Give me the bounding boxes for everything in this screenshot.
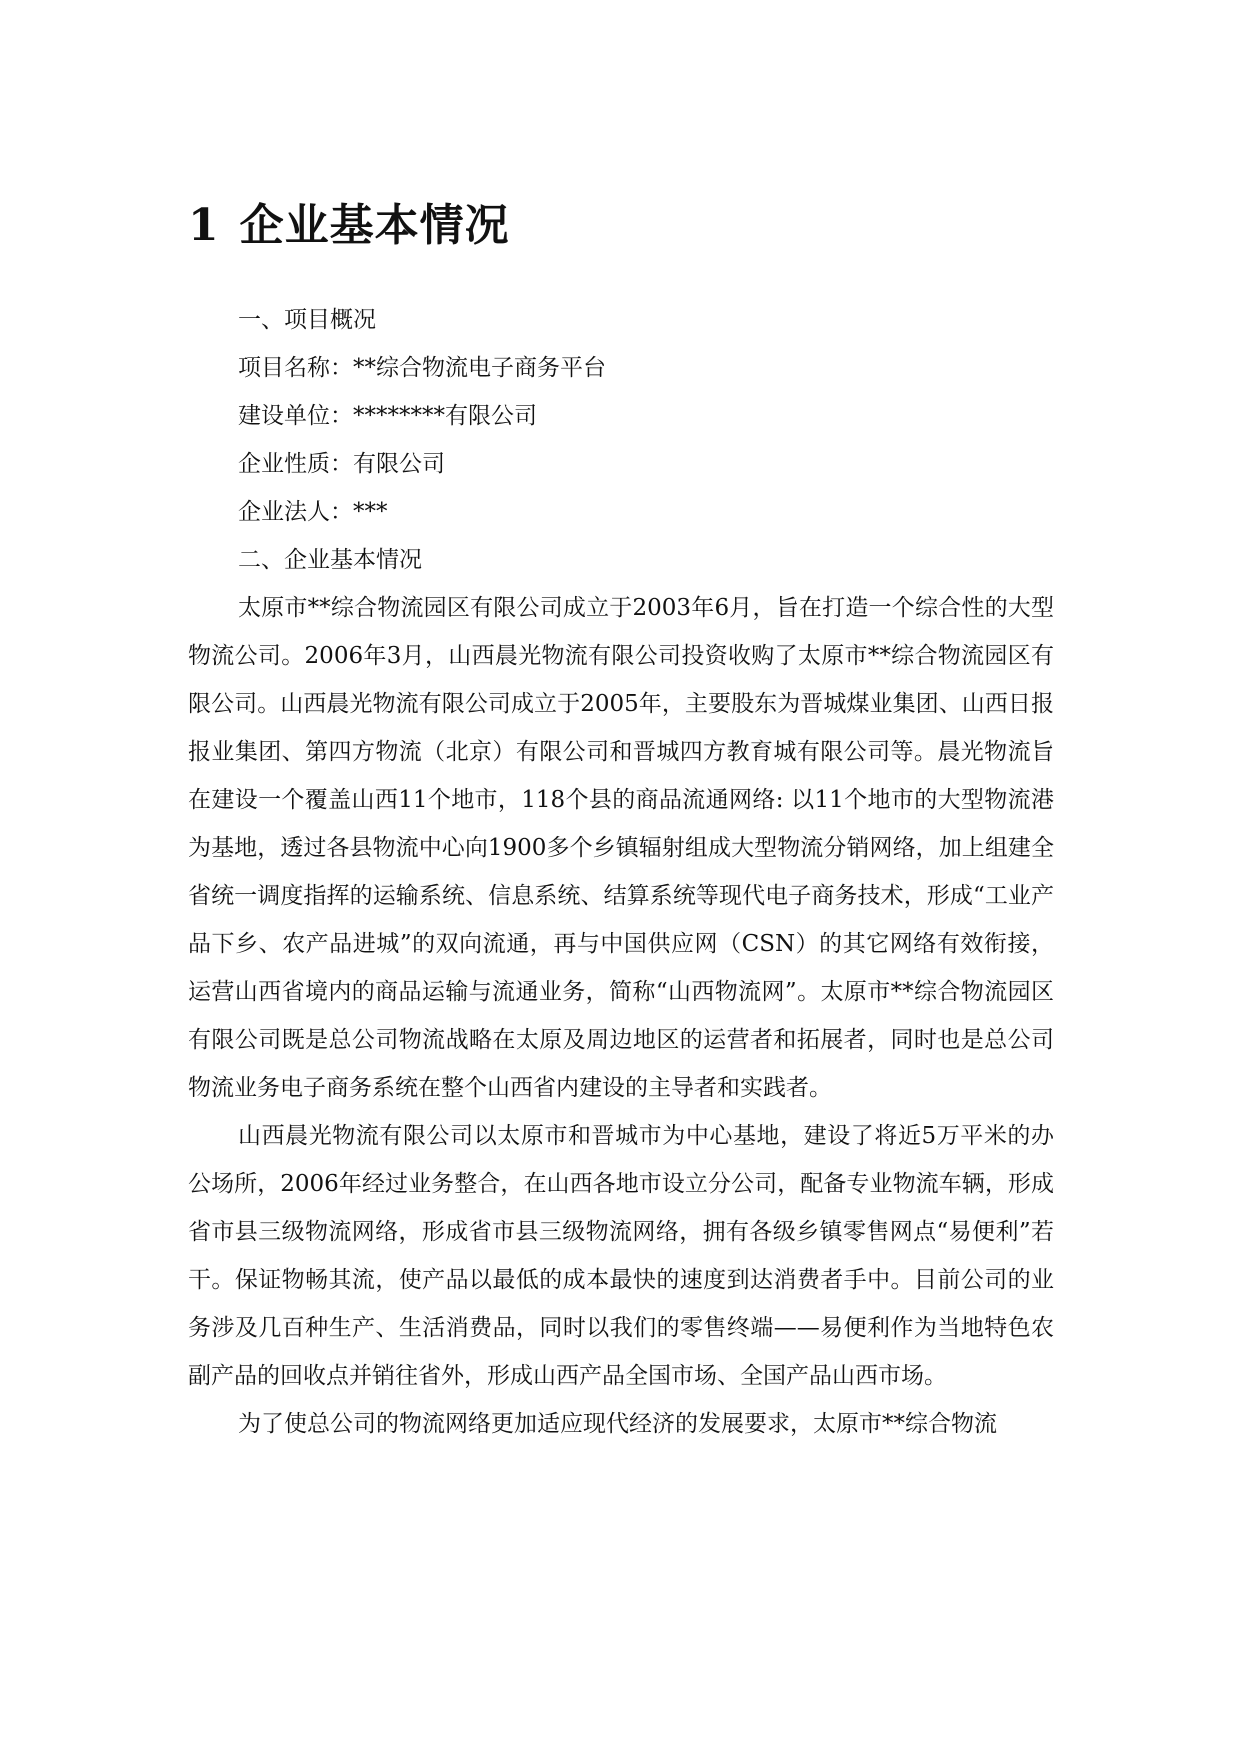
document-body — [188, 296, 1054, 1448]
paragraph-company-history: 太原市**综合物流园区有限公司成立于2003年6月，旨在打造一个综合性的大型物流公司。2006年3月，山西晨光物流有限公司投资收购了太原市**综合物流园区有限公司。山西晨光物流有限公司成立于2005年，主要股东为晋城煤业集团、山西日报报业集团、第四方物流（北京）有限公司和晋城四方教育城有限公司等。晨光物流旨在建设一个覆盖山西11个地市，118个县的商品流通网络: 以11个地市的大型物流港为基地，透过各县物流中心向1900多个乡镇辐射组成大型物流分销网络，加上组建全省统一调度指挥的运输系统、信息系统、结算系统等现代电子商务技术，形成“工业产品下乡、农产品进城”的双向流通，再与中国供应网（CSN）的其它网络有效衔接，运营山西省境内的商品运输与流通业务，简称“山西物流网”。太原市**综合物流园区有限公司既是总公司物流战略在太原及周边地区的运营者和拓展者，同时也是总公司物流业务电子商务系统在整个山西省内建设的主导者和实践者。 — [188, 595, 1054, 1101]
chapter-number: 1 — [188, 200, 220, 251]
paragraph-development: 为了使总公司的物流网络更加适应现代经济的发展要求，太原市**综合物流 — [238, 1411, 997, 1437]
chapter-title: 企业基本情况 — [239, 200, 510, 251]
builder-line: 建设单位：********有限公司 — [238, 403, 537, 429]
project-name-line: 项目名称：**综合物流电子商务平台 — [238, 355, 606, 381]
paragraph-company-network: 山西晨光物流有限公司以太原市和晋城市为中心基地，建设了将近5万平米的办公场所，2006年经过业务整合，在山西各地市设立分公司，配备专业物流车辆，形成省市县三级物流网络，形成省市县三级物流网络，拥有各级乡镇零售网点“易便利”若干。保证物畅其流，使产品以最低的成本最快的速度到达消费者手中。目前公司的业务涉及几百种生产、生活消费品，同时以我们的零售终端——易便利作为当地特色农副产品的回收点并销往省外，形成山西产品全国市场、全国产品山西市场。 — [188, 1123, 1054, 1389]
chapter-heading — [188, 198, 510, 254]
enterprise-nature-line: 企业性质：有限公司 — [238, 451, 445, 477]
legal-person-line: 企业法人：*** — [238, 499, 388, 525]
section-title-enterprise-basics: 二、企业基本情况 — [238, 547, 422, 573]
section-title-project-overview: 一、项目概况 — [238, 307, 376, 333]
